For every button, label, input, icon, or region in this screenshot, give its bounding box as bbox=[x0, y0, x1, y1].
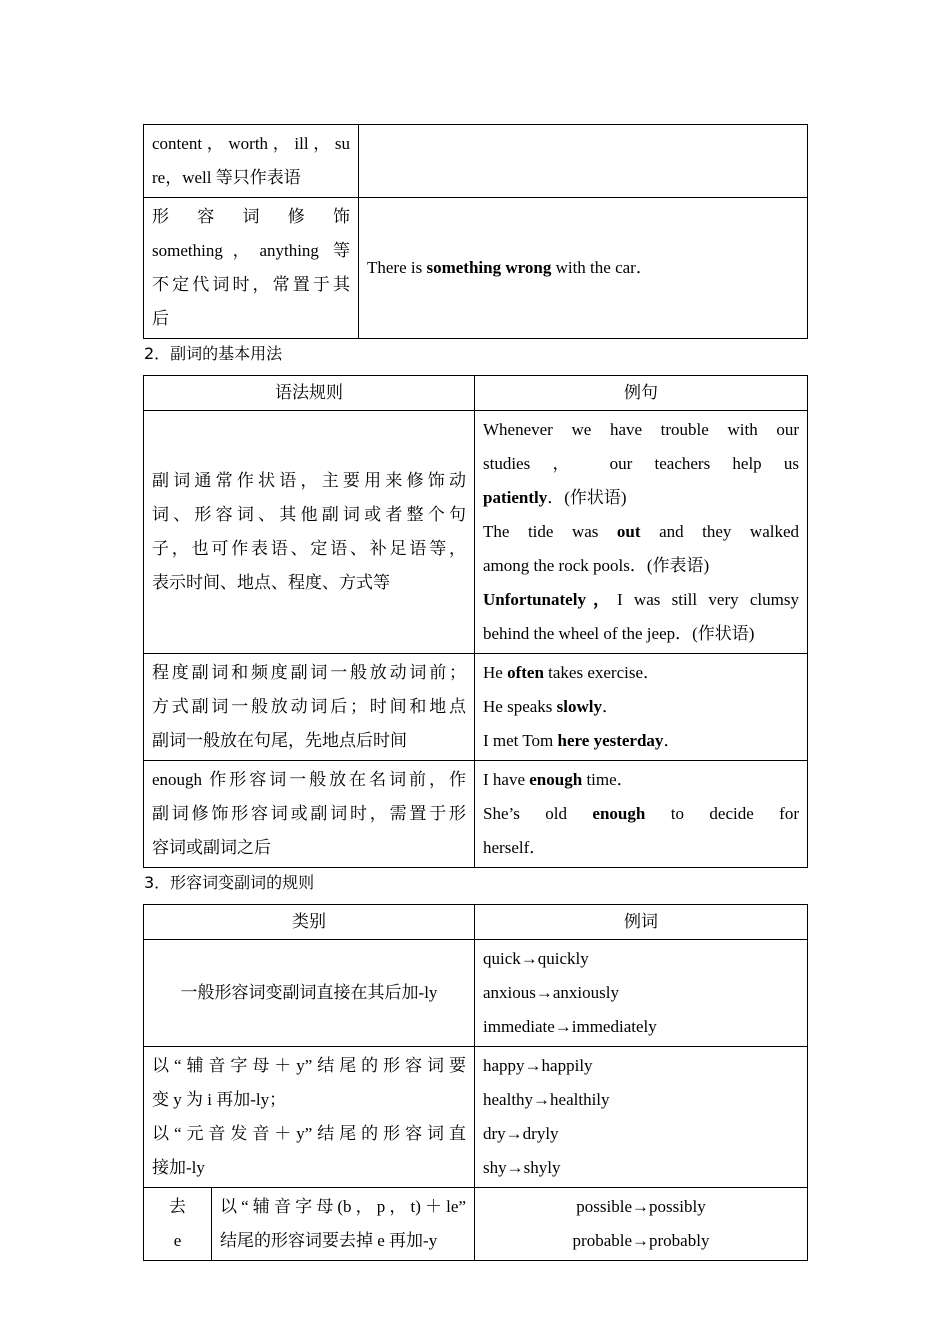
table-row bbox=[144, 411, 808, 654]
table-header-row bbox=[144, 376, 808, 411]
table-row bbox=[144, 654, 808, 761]
table-row bbox=[144, 940, 808, 1047]
document-page bbox=[143, 124, 807, 1261]
column-header-rule: 语法规则 bbox=[144, 376, 475, 411]
rule-cell: enough 作形容词一般放在名词前，作 副词修饰形容词或副词时，需置于形 容词或副词之后 bbox=[144, 761, 475, 868]
table-row bbox=[144, 761, 808, 868]
table-row bbox=[144, 125, 808, 198]
category-label-cell: 去 e bbox=[144, 1188, 212, 1261]
adjective-usage-table bbox=[143, 124, 808, 339]
adjective-to-adverb-table bbox=[143, 904, 808, 1261]
rule-cell: 副词通常作状语，主要用来修饰动 词、形容词、其他副词或者整个句 子，也可作表语、定语、补足语等， 表示时间、地点、程度、方式等 bbox=[144, 411, 475, 654]
table-header-row bbox=[144, 905, 808, 940]
rule-cell: 以“辅音字母＋y”结尾的形容词要 变 y 为 i 再加-ly； 以“元音发音＋y”结尾的形容词直 接加-ly bbox=[144, 1047, 475, 1188]
table-row bbox=[144, 198, 808, 339]
rule-cell: 以“辅音字母(b，p，t)＋le” 结尾的形容词要去掉 e 再加-y bbox=[212, 1188, 475, 1261]
example-cell: I have enough time． She’s old enough to decide for herself． bbox=[475, 761, 808, 868]
rule-cell: content，worth，ill，su re，well 等只作表语 bbox=[144, 125, 359, 198]
example-cell: happy→happily healthy→healthily dry→dryly shy→shyly bbox=[475, 1047, 808, 1188]
column-header-example-words: 例词 bbox=[475, 905, 808, 940]
adverb-usage-table bbox=[143, 375, 808, 868]
table-row bbox=[144, 1188, 808, 1261]
section-heading-adjective-to-adverb: 3．形容词变副词的规则 bbox=[144, 873, 315, 892]
example-cell: quick→quickly anxious→anxiously immediate→immediately bbox=[475, 940, 808, 1047]
example-cell: possible→possibly probable→probably bbox=[475, 1188, 808, 1261]
column-header-example: 例句 bbox=[475, 376, 808, 411]
example-cell: Whenever we have trouble with our studies ， our teachers help us patiently．(作状语) The tide was out and they walked among the rock pools．(作表语) Unfortunately，I was still very clumsy behind the wheel of the jeep．(作状语) bbox=[475, 411, 808, 654]
column-header-category: 类别 bbox=[144, 905, 475, 940]
section-heading-adverb-usage: 2．副词的基本用法 bbox=[144, 344, 283, 363]
example-cell bbox=[359, 125, 808, 198]
example-cell: There is something wrong with the car． bbox=[359, 198, 808, 339]
example-cell: He often takes exercise． He speaks slowly． I met Tom here yesterday． bbox=[475, 654, 808, 761]
table-row bbox=[144, 1047, 808, 1188]
rule-cell: 形 容 词 修 饰 something，anything 等 不定代词时，常置于其 后 bbox=[144, 198, 359, 339]
rule-cell: 一般形容词变副词直接在其后加-ly bbox=[144, 940, 475, 1047]
rule-cell: 程度副词和频度副词一般放动词前； 方式副词一般放动词后；时间和地点 副词一般放在句尾，先地点后时间 bbox=[144, 654, 475, 761]
